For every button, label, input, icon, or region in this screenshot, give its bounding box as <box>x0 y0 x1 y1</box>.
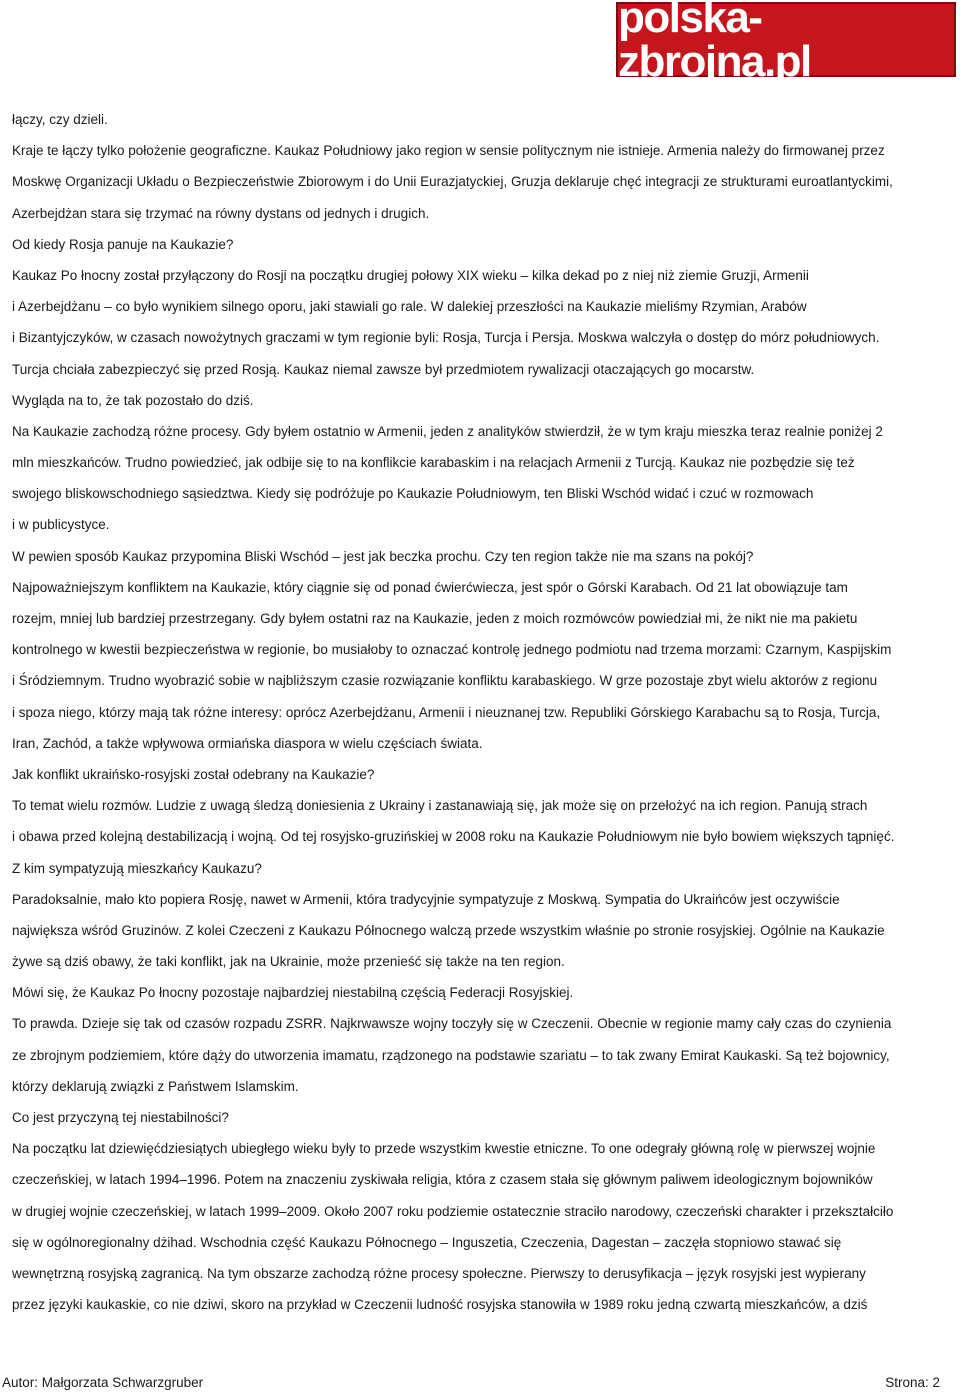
text-line: Najpoważniejszym konfliktem na Kaukazie, który ciągnie się od ponad ćwierćwiecza, jest spór o Górski Karabach. Od 21 lat obowiązuje tam <box>12 579 848 595</box>
text-line: kontrolnego w kwestii bezpieczeństwa w regionie, bo musiałoby to oznaczać kontrolę jednego podmiotu nad trzema morzami: Czarnym, Kaspijskim <box>12 642 892 658</box>
text-line: i obawa przed kolejną destabilizacją i wojną. Od tej rosyjsko-gruzińskiej w 2008 roku na Kaukazie Południowym nie było bowiem większych tąpnięć. <box>12 829 895 845</box>
text-line: Kraje te łączy tylko położenie geograficzne. Kaukaz Południowy jako region w sensie politycznym nie istnieje. Armenia należy do firmowanej przez <box>12 143 885 159</box>
text-line: największa wśród Gruzinów. Z kolei Czeczeni z Kaukazu Północnego walczą przede wszystkim właśnie po stronie rosyjskiej. Ogólnie na Kaukazie <box>12 922 885 938</box>
text-line: i Azerbejdżanu – co było wynikiem silnego oporu, jaki stawiali go rale. W dalekiej przeszłości na Kaukazie mieliśmy Rzymian, Arabów <box>12 299 807 315</box>
text-line: i spoza niego, którzy mają tak różne interesy: oprócz Azerbejdżanu, Armenii i nieuznanej tzw. Republiki Górskiego Karabachu są to Rosja, Turcja, <box>12 704 881 720</box>
text-line: swojego bliskowschodniego sąsiedztwa. Kiedy się podróżuje po Kaukazie Południowym, ten Bliski Wschód widać i czuć w rozmowach <box>12 486 814 502</box>
text-line: Kaukaz Po łnocny został przyłączony do Rosji na początku drugiej połowy XIX wieku – kilka dekad po z niej niż ziemie Gruzji, Armenii <box>12 267 809 283</box>
text-line: Turcja chciała zabezpieczyć się przed Rosją. Kaukaz niemal zawsze był przedmiotem rywalizacji otaczających go mocarstw. <box>12 361 755 377</box>
text-line: Na początku lat dziewięćdziesiątych ubiegłego wieku były to przede wszystkim kwestie etniczne. To one odegrały główną rolę w pierwszej wojnie <box>12 1141 876 1157</box>
article-body <box>12 104 946 1320</box>
text-line: Na Kaukazie zachodzą różne procesy. Gdy byłem ostatnio w Armenii, jeden z analityków stwierdził, że w tym kraju mieszka teraz realnie poniżej 2 <box>12 423 883 439</box>
text-line: To prawda. Dzieje się tak od czasów rozpadu ZSRR. Najkrwawsze wojny toczyły się w Czeczenii. Obecnie w regionie mamy cały czas do czynienia <box>12 1016 892 1032</box>
text-line: Azerbejdżan stara się trzymać na równy dystans od jednych i drugich. <box>12 205 430 221</box>
text-line: i w publicystyce. <box>12 517 110 533</box>
text-line: Z kim sympatyzują mieszkańcy Kaukazu? <box>12 860 262 876</box>
text-line: się w ogólnoregionalny dżihad. Wschodnia część Kaukazu Północnego – Inguszetia, Czeczenia, Dagestan – zaczęła stopniowo stawać się <box>12 1234 842 1250</box>
page-footer <box>2 1375 940 1390</box>
text-line: żywe są dziś obawy, że taki konflikt, jak na Ukrainie, może przenieść się także na ten region. <box>12 954 565 970</box>
text-line: Wygląda na to, że tak pozostało do dziś. <box>12 392 254 408</box>
text-line: wewnętrzną rosyjską zagranicą. Na tym obszarze zachodzą różne procesy społeczne. Pierwszy to derusyfikacja – język rosyjski jest wypierany <box>12 1265 866 1281</box>
text-line: Moskwę Organizacji Układu o Bezpieczeństwie Zbiorowym i do Unii Eurazjatyckiej, Gruzja deklaruje chęć integracji ze strukturami euroatlantyckimi, <box>12 174 893 190</box>
text-line: ze zbrojnym podziemiem, które dąży do utworzenia imamatu, rządzonego na podstawie szariatu – to tak zwany Emirat Kaukaski. Są też bojownicy, <box>12 1047 890 1063</box>
text-line: W pewien sposób Kaukaz przypomina Bliski Wschód – jest jak beczka prochu. Czy ten region także nie ma szans na pokój? <box>12 548 754 564</box>
footer-author: Autor: Małgorzata Schwarzgruber <box>2 1375 204 1390</box>
text-line: Mówi się, że Kaukaz Po łnocny pozostaje najbardziej niestabilną częścią Federacji Rosyjskiej. <box>12 985 574 1001</box>
site-logo <box>616 0 956 86</box>
text-line: Od kiedy Rosja panuje na Kaukazie? <box>12 236 234 252</box>
text-line: i Śródziemnym. Trudno wyobrazić sobie w najbliższym czasie rozwiązanie konfliktu karabaskiego. W grze pozostaje zbyt wielu aktorów z regionu <box>12 673 878 689</box>
text-line: Jak konflikt ukraińsko-rosyjski został odebrany na Kaukazie? <box>12 766 375 782</box>
text-line: łączy, czy dzieli. <box>12 112 108 127</box>
text-line: czeczeńskiej, w latach 1994–1996. Potem na znaczeniu zyskiwała religia, która z czasem stała się głównym paliwem ideologicznym bojowników <box>12 1172 873 1188</box>
logo-text: polska-zbrojna.pl <box>618 0 811 86</box>
text-line: przez języki kaukaskie, co nie dziwi, skoro na przykład w Czeczenii ludność rosyjska stanowiła w 1989 roku jedną czwartą mieszkańców, a dziś <box>12 1297 868 1313</box>
text-line: To temat wielu rozmów. Ludzie z uwagą śledzą doniesienia z Ukrainy i zastanawiają się, jak może się on przełożyć na ich region. Panują strach <box>12 798 868 814</box>
text-line: rozejm, mniej lub bardziej przestrzegany. Gdy byłem ostatni raz na Kaukazie, jeden z moich rozmówców powiedział mi, że nikt nie ma pakietu <box>12 611 858 626</box>
text-line: Paradoksalnie, mało kto popiera Rosję, nawet w Armenii, która tradycyjnie sympatyzuje z Moskwą. Sympatia do Ukraińców jest oczywiście <box>12 891 840 907</box>
text-line: i Bizantyjczyków, w czasach nowożytnych graczami w tym regionie byli: Rosja, Turcja i Persja. Moskwa walczyła o dostęp do mórz południowych. <box>12 330 880 346</box>
footer-page-number: Strona: 2 <box>885 1375 940 1390</box>
text-line: w drugiej wojnie czeczeńskiej, w latach 1999–2009. Około 2007 roku podziemie ostatecznie straciło narodowy, czeczeński charakter i przekształciło <box>12 1203 894 1219</box>
text-line: mln mieszkańców. Trudno powiedzieć, jak odbije się to na konflikcie karabaskim i na relacjach Armenii z Turcją. Kaukaz nie pozbędzie się też <box>12 455 855 471</box>
text-line: którzy deklarują związki z Państwem Islamskim. <box>12 1078 299 1094</box>
text-line: Co jest przyczyną tej niestabilności? <box>12 1110 229 1125</box>
text-line: Iran, Zachód, a także wpływowa ormiańska diaspora w wielu częściach świata. <box>12 735 483 751</box>
